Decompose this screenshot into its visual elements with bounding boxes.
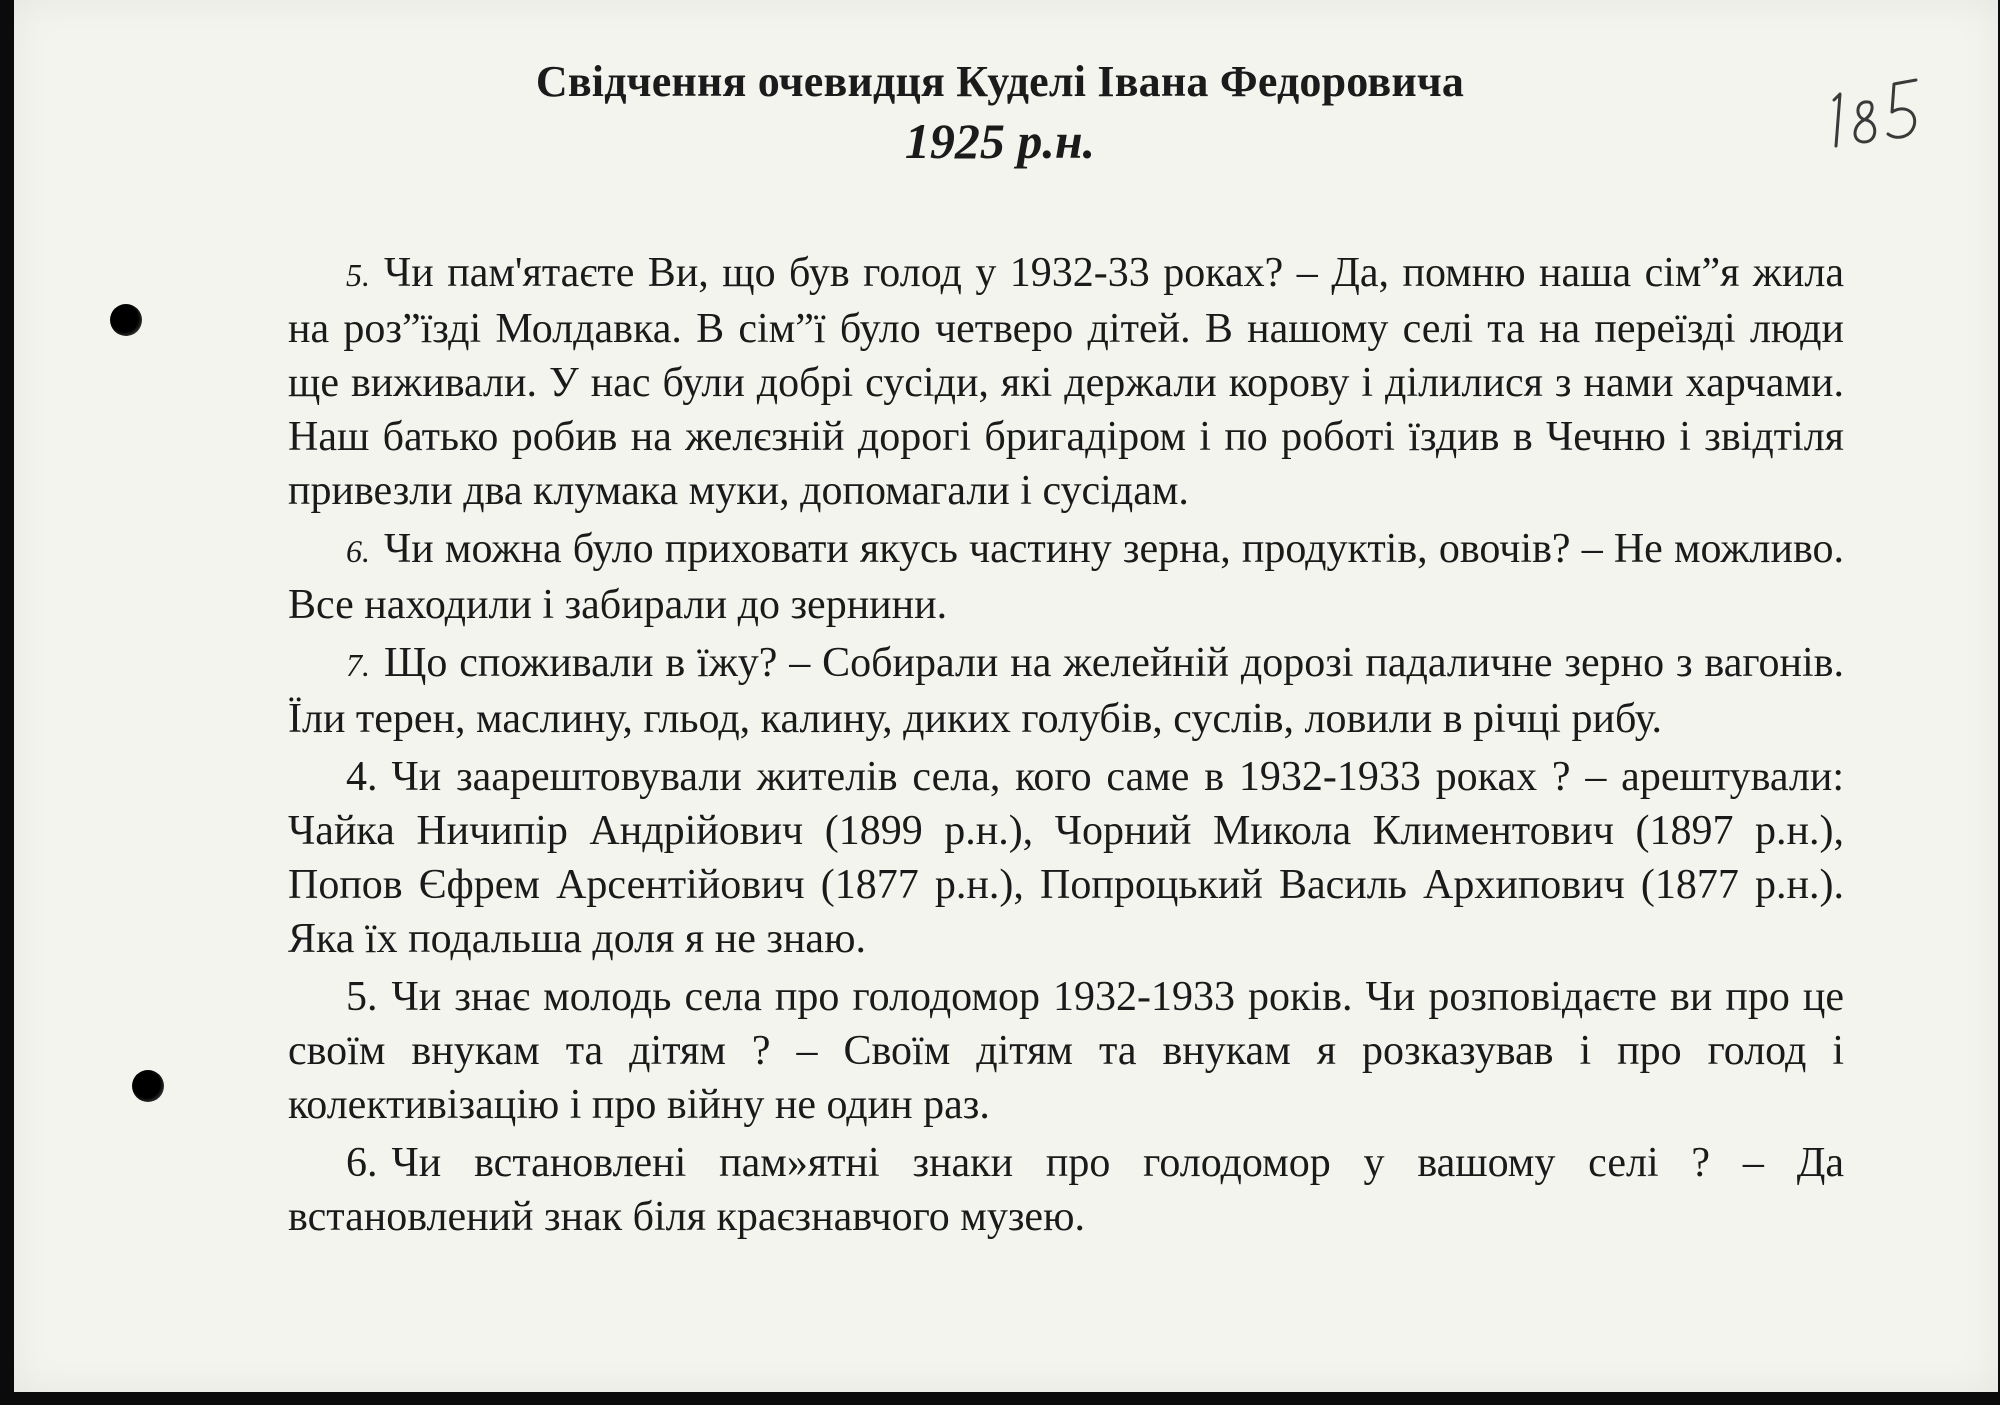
- question-answer-paragraph: [288, 636, 1844, 746]
- question-answer-text: Чи встановлені пам»ятні знаки про голодомор у вашому селі ? – Да встановлений знак біля краєзнавчого музею.: [288, 1140, 1844, 1240]
- question-number: 7.: [346, 647, 370, 683]
- question-answer-paragraph: [288, 970, 1844, 1132]
- question-answer-text: Чи заарештовували жителів села, кого саме в 1932-1933 роках ? – арештували: Чайка Ничипір Андрійович (1899 р.н.), Чорний Микола Климентович (1897 р.н.), Попов Єфрем Арсентійович (1877 р.н.), Попроцький Василь Архипович (1877 р.н.). Яка їх подальша доля я не знаю.: [288, 754, 1844, 962]
- punch-hole: [110, 304, 142, 336]
- question-number: 5.: [346, 257, 370, 293]
- question-answer-paragraph: [288, 522, 1844, 632]
- document-subtitle: 1925 р.н.: [904, 113, 1096, 169]
- question-answer-paragraph: [288, 750, 1844, 966]
- question-answer-paragraph: [288, 246, 1844, 518]
- question-answer-text: Чи пам'ятаєте Ви, що був голод у 1932-33 роках? – Да, помню наша сім”я жила на роз”їзді Молдавка. В сім”ї було четверо дітей. В нашому селі та на переїзді люди ще виживали. У нас були добрі сусіди, які держали корову і ділилися з нами харчами. Наш батько робив на желєзній дорогі бригадіром і по роботі їздив в Чечню і звідтіля привезли два клумака муки, допомагали і сусідам.: [288, 250, 1844, 514]
- question-number: 6.: [346, 1140, 378, 1186]
- document-title: Свідчення очевидця Куделі Івана Федоровича: [535, 57, 1465, 106]
- question-answer-text: Що споживали в їжу? – Собирали на желейній дорозі падаличне зерно з вагонів. Їли терен, маслину, гльод, калину, диких голубів, суслів, ловили в річці рибу.: [288, 640, 1844, 742]
- question-number: 5.: [346, 974, 378, 1020]
- question-answer-text: Чи можна було приховати якусь частину зерна, продуктів, овочів? – Не можливо. Все находили і забирали до зернини.: [288, 526, 1844, 628]
- question-answer-paragraph: [288, 1136, 1844, 1244]
- question-number: 4.: [346, 754, 378, 800]
- question-answer-text: Чи знає молодь села про голодомор 1932-1933 років. Чи розповідаєте ви про це своїм внукам та дітям ? – Своїм дітям та внукам я розказував і про голод і колективізацію і про війну не один раз.: [288, 974, 1844, 1128]
- punch-hole: [132, 1070, 164, 1102]
- handwritten-page-number: [1820, 72, 1940, 152]
- question-number: 6.: [346, 533, 370, 569]
- testimony-body: [288, 246, 1844, 1248]
- handwritten-number-mark: [1820, 72, 1940, 152]
